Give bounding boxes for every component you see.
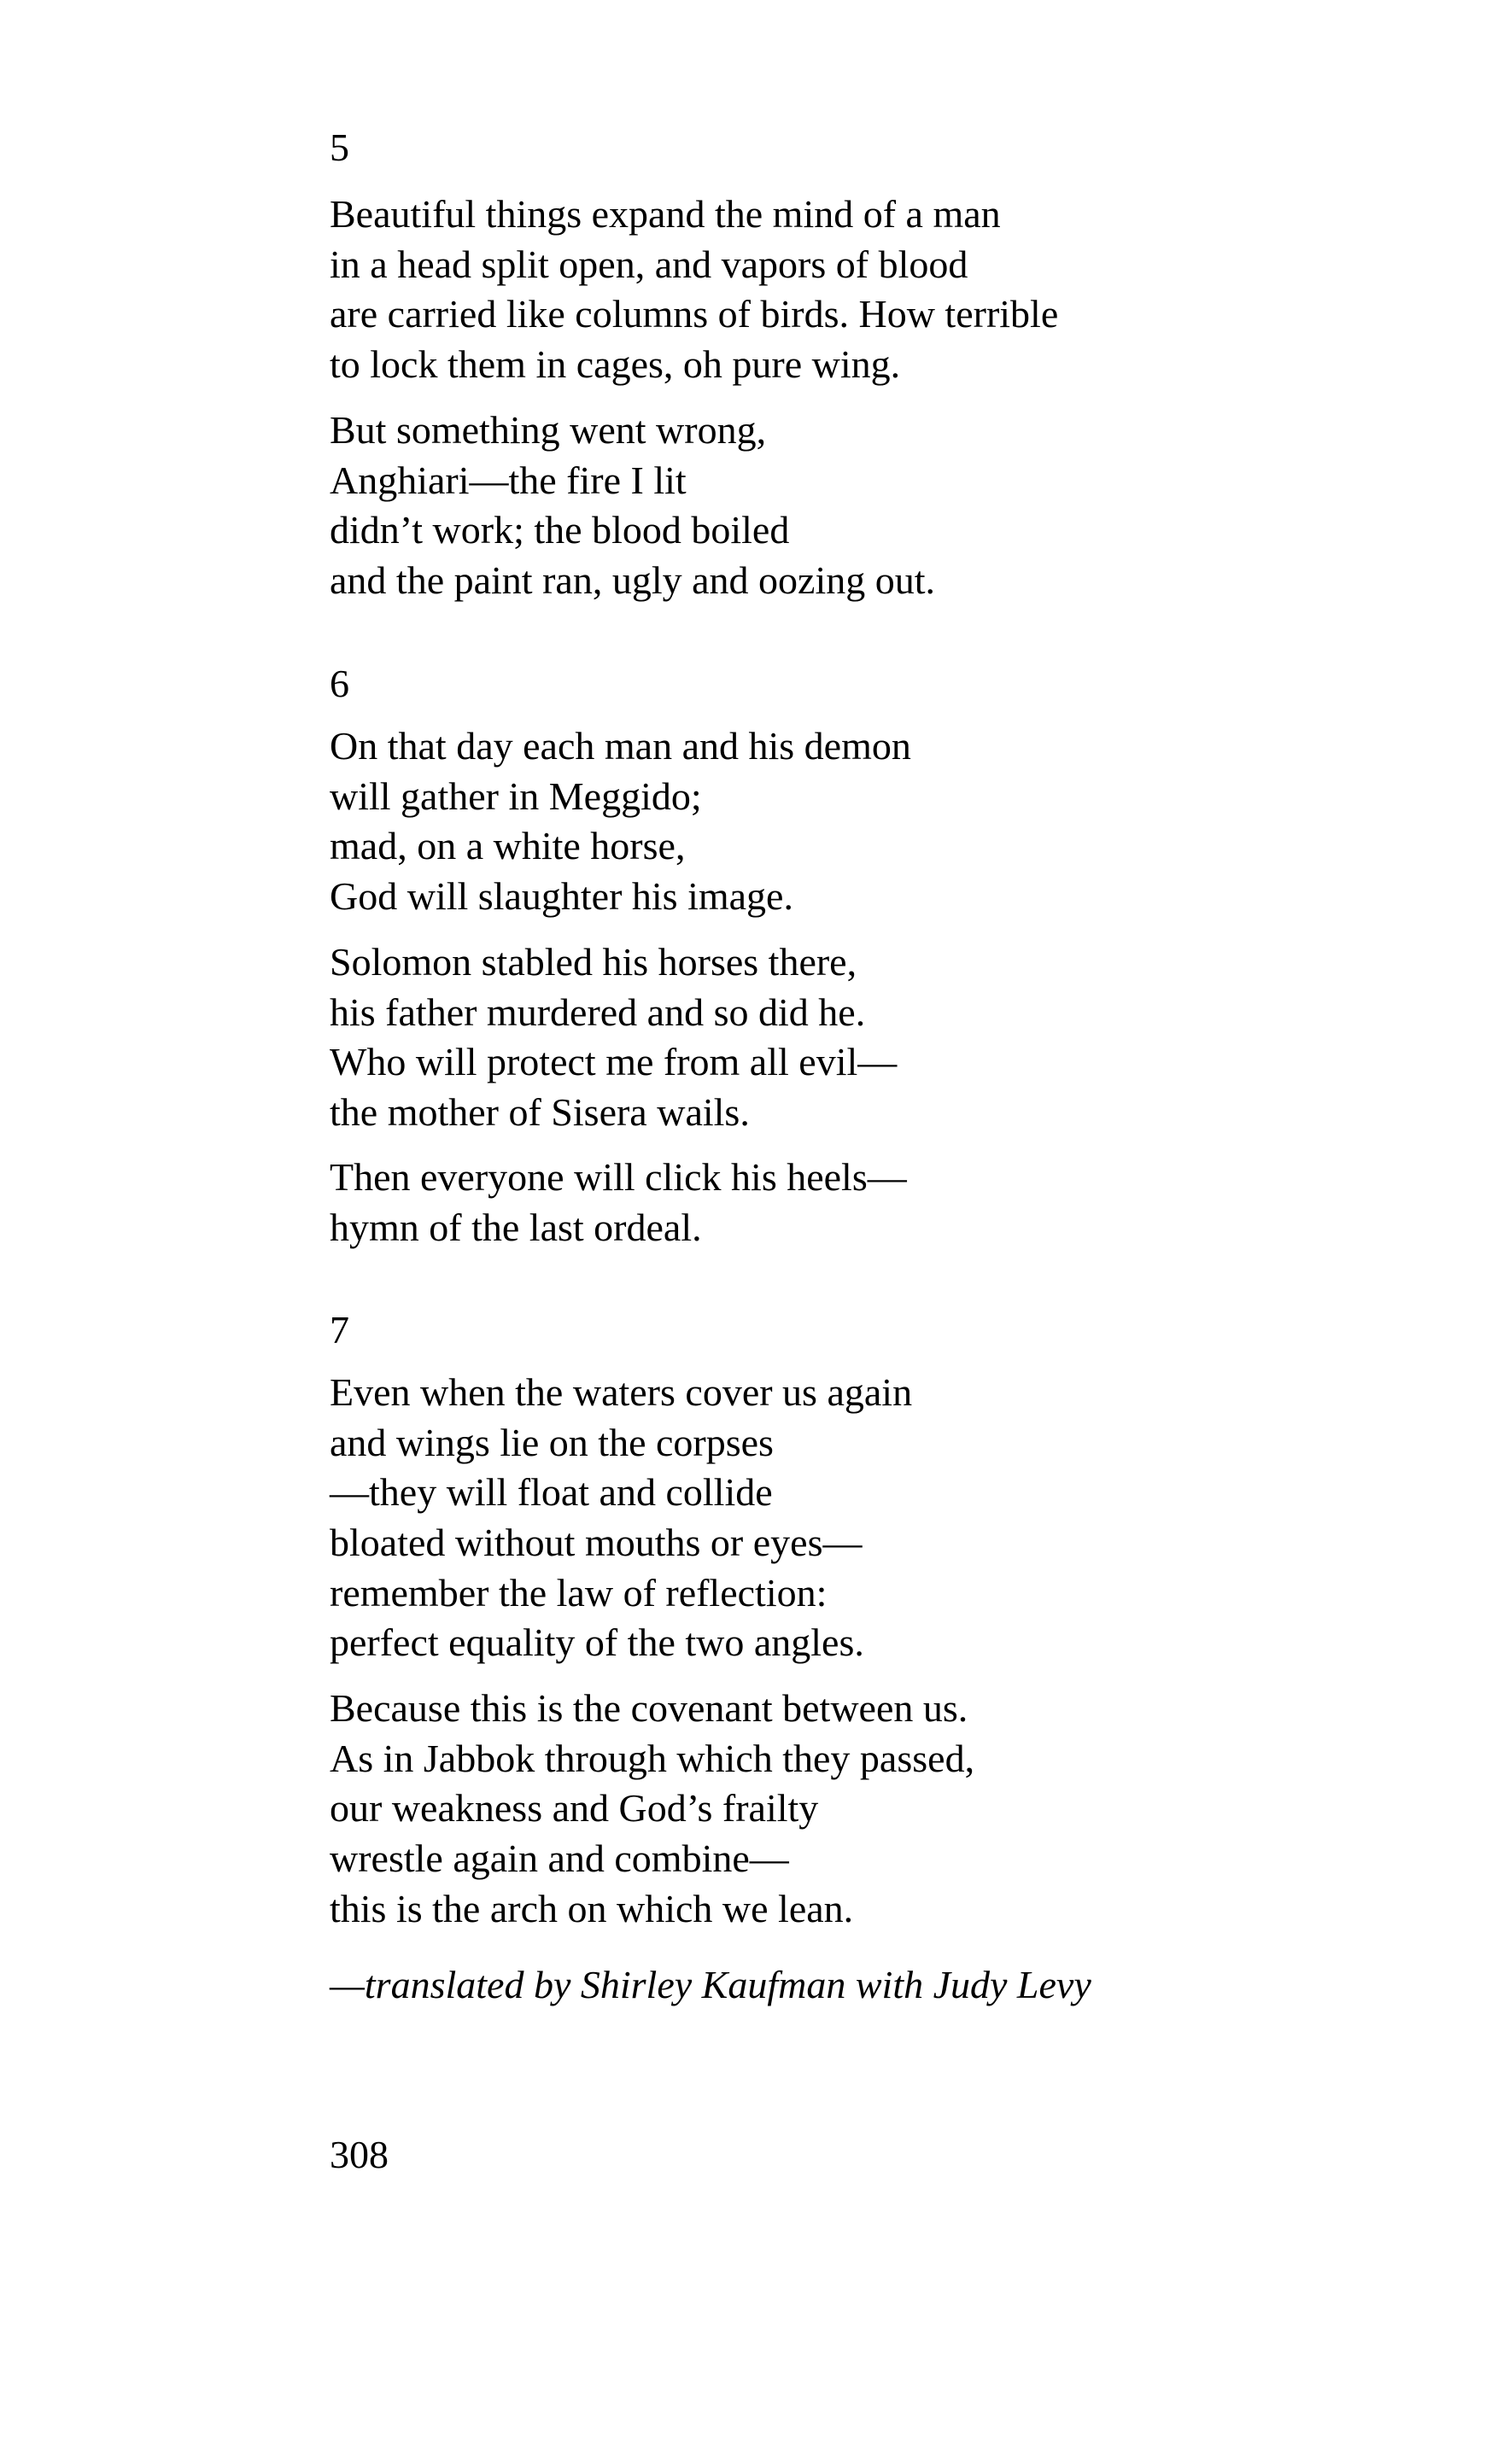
stanza — [330, 406, 935, 606]
poem-line: perfect equality of the two angles. — [330, 1620, 864, 1665]
poem-line: Solomon stabled his horses there, — [330, 940, 857, 984]
poem-line: bloated without mouths or eyes— — [330, 1521, 863, 1565]
poem-line: to lock them in cages, oh pure wing. — [330, 342, 901, 387]
poem-line: On that day each man and his demon — [330, 724, 911, 768]
poem-line: the mother of Sisera wails. — [330, 1090, 750, 1135]
section-number-7: 7 — [330, 1308, 349, 1352]
poem-line: Then everyone will click his heels— — [330, 1155, 907, 1199]
poem-line: Who will protect me from all evil— — [330, 1040, 898, 1084]
stanza — [330, 1684, 974, 1934]
stanza — [330, 721, 911, 922]
page-number: 308 — [330, 2133, 389, 2176]
poem-line: Because this is the covenant between us. — [330, 1686, 968, 1730]
poem-line: remember the law of reflection: — [330, 1570, 828, 1614]
poem-line: As in Jabbok through which they passed, — [330, 1736, 975, 1780]
poem-line: this is the arch on which we lean. — [330, 1886, 854, 1930]
stanza — [330, 937, 897, 1138]
poem-line: wrestle again and combine— — [330, 1836, 789, 1881]
stanza — [330, 1153, 907, 1252]
poem-line: mad, on a white horse, — [330, 824, 686, 868]
section-number-5: 5 — [330, 126, 349, 169]
poem-line: didn’t work; the blood boiled — [330, 508, 790, 552]
poem-line: —they will float and collide — [330, 1470, 773, 1515]
poem-line: But something went wrong, — [330, 408, 767, 452]
poem-line: his father murdered and so did he. — [330, 990, 866, 1034]
stanza — [330, 190, 1058, 390]
poem-line: Anghiari—the fire I lit — [330, 458, 687, 502]
poem-line: Even when the waters cover us again — [330, 1370, 913, 1414]
section-number-6: 6 — [330, 662, 349, 705]
poem-line: Beautiful things expand the mind of a man — [330, 192, 1001, 236]
poem-line: will gather in Meggido; — [330, 774, 702, 818]
poem-line: and the paint ran, ugly and oozing out. — [330, 558, 936, 603]
stanza — [330, 1368, 912, 1668]
translator-credit: —translated by Shirley Kaufman with Judy Levy — [330, 1963, 1091, 2006]
poem-line: God will slaughter his image. — [330, 874, 793, 919]
poem-line: our weakness and God’s frailty — [330, 1786, 819, 1830]
poem-line: and wings lie on the corpses — [330, 1420, 774, 1464]
poem-line: in a head split open, and vapors of blood — [330, 242, 968, 286]
poem-line: are carried like columns of birds. How terrible — [330, 292, 1059, 336]
poem-line: hymn of the last ordeal. — [330, 1205, 702, 1249]
